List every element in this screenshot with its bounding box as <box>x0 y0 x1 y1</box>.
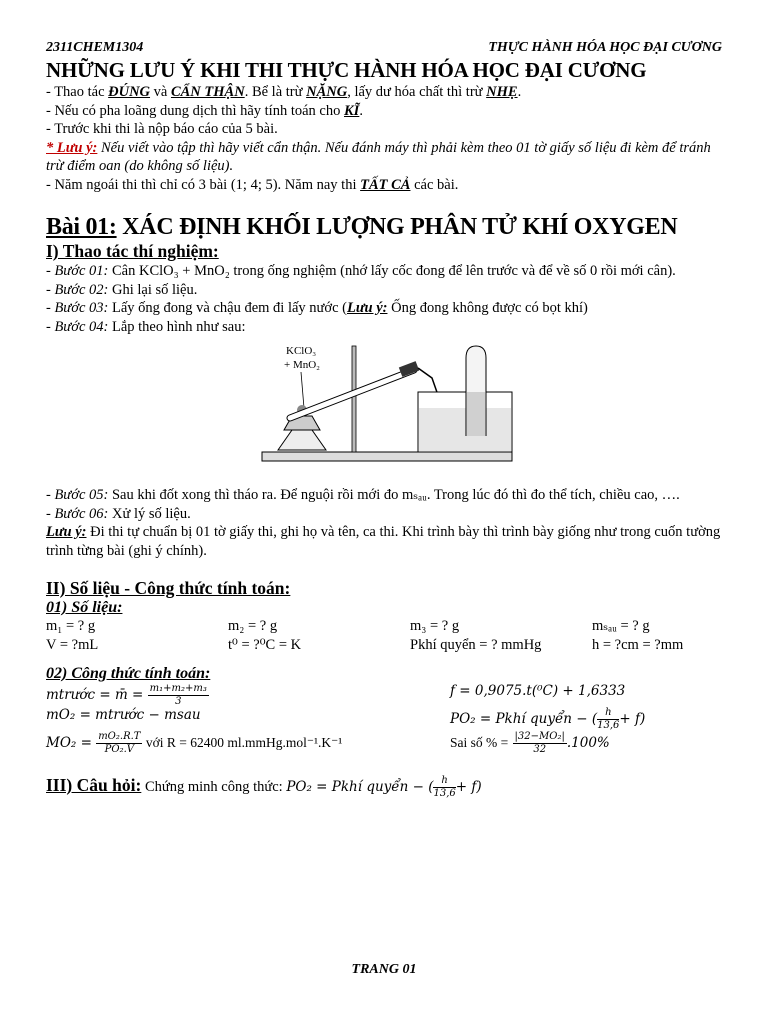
data-m3: m₃ = ? g <box>410 618 460 634</box>
data-h: h = ?cm = ?mm <box>592 637 684 653</box>
data-t: t⁰ = ?⁰C = K <box>228 637 302 653</box>
note-2: - Nếu có pha loãng dung dịch thì hãy tính toán cho KĨ. <box>46 102 363 119</box>
step-6: - Bước 06: Xử lý số liệu. <box>46 505 191 522</box>
step-1: - Bước 01: Cân KClO₃ + MnO₂ trong ống nghiệm (nhớ lấy cốc đong để lên trước và để về số 0 rồi mới cân). <box>46 263 676 279</box>
figure-label-1: KClO₃ <box>286 345 317 357</box>
note-5: - Năm ngoái thi thì chỉ có 3 bài (1; 4; 5). Năm nay thi TẤT CẢ các bài. <box>46 176 459 193</box>
note-3: - Trước khi thi là nộp báo cáo của 5 bài. <box>46 121 278 137</box>
formula-row-2 <box>46 707 722 731</box>
note-4: * Lưu ý: Nếu viết vào tập thì hãy viết cẩn thận. Nếu đánh máy thì phải kèm theo 01 tờ giấy số liệu đi kèm để tránh trừ điểm oan (do không số liệu). <box>46 139 711 174</box>
main-title: NHỮNG LƯU Ý KHI THI THỰC HÀNH HÓA HỌC ĐẠI CƯƠNG <box>46 58 647 82</box>
question-text: Chứng minh công thức: <box>141 779 287 795</box>
formula-m-truoc: mtrước = m̄ = $\frac{\text{m₁+m₂+m₃}}{3}$ <box>46 683 207 707</box>
data-v: V = ?mL <box>46 637 99 653</box>
data-m2: m₂ = ? g <box>228 618 278 634</box>
exercise-title: Bài 01: XÁC ĐỊNH KHỐI LƯỢNG PHÂN TỬ KHÍ OXYGEN <box>46 214 678 240</box>
page-header <box>46 40 722 56</box>
data-p: Pkhí quyển = ? mmHg <box>410 637 542 653</box>
course-name: THỰC HÀNH HÓA HỌC ĐẠI CƯƠNG <box>488 40 722 55</box>
data-msau: mₛₐᵤ = ? g <box>592 618 650 634</box>
section-3 <box>46 775 722 800</box>
step-3: - Bước 03: Lấy ống đong và chậu đem đi lấy nước (Lưu ý: Ống đong không được có bọt khí) <box>46 300 588 316</box>
formula-M-o2: MO₂ = $\frac{\text{mO₂.R.T}}{\text{PO₂.V}}$ với R = 62400 ml.mmHg.mol⁻¹.K⁻¹ <box>46 731 343 755</box>
data-grid <box>46 617 722 655</box>
page <box>46 40 722 800</box>
formula-p-o2: PO₂ = Pkhí quyển − ( $\frac{h}{13,6}$ + f) <box>450 707 646 731</box>
data-m1: m₁ = ? g <box>46 618 96 634</box>
question-formula: PO₂ = Pkhí quyển − ( $\frac{h}{13,6}$ + f) <box>286 775 482 799</box>
section-2-title: II) Số liệu - Công thức tính toán: <box>46 578 291 598</box>
formula-subtitle: 02) Công thức tính toán: <box>46 665 211 682</box>
step-2: - Bước 02: Ghi lại số liệu. <box>46 281 198 298</box>
formula-row-3 <box>46 731 722 759</box>
exam-note: Lưu ý: Đi thi tự chuẩn bị 01 tờ giấy thi, ghi họ và tên, ca thi. Khi trình bày thì trình bày giống như trong cuốn tường trình từng bài (ghi ý chính). <box>46 524 721 559</box>
course-code: 2311CHEM1304 <box>46 40 144 55</box>
formula-row-1 <box>46 683 722 707</box>
page-footer: TRANG 01 <box>351 962 417 977</box>
data-subtitle: 01) Số liệu: <box>46 599 123 616</box>
formula-f: f = 0,9075.t(⁰C) + 1,6333 <box>450 683 626 699</box>
step-5: - Bước 05: Sau khi đốt xong thì tháo ra. Để nguội rồi mới đo mₛₐᵤ. Trong lúc đó thì đo thể tích, chiều cao, …. <box>46 487 680 503</box>
section-1-title: I) Thao tác thí nghiệm: <box>46 241 219 261</box>
apparatus-figure <box>46 336 722 486</box>
step-4: - Bước 04: Lắp theo hình như sau: <box>46 318 246 335</box>
formula-m-o2: mO₂ = mtrước − msau <box>46 707 201 723</box>
section-3-title: III) Câu hỏi: <box>46 775 142 795</box>
figure-label-2: + MnO₂ <box>284 359 321 371</box>
note-1: - Thao tác ĐÚNG và CẨN THẬN. Bể là trừ NẶNG, lấy dư hóa chất thì trừ NHẸ. <box>46 84 522 100</box>
formulas <box>46 683 722 759</box>
formula-error: Sai số % = $\frac{\text{|32−MO₂|}}{32}$ .100% <box>450 731 610 755</box>
